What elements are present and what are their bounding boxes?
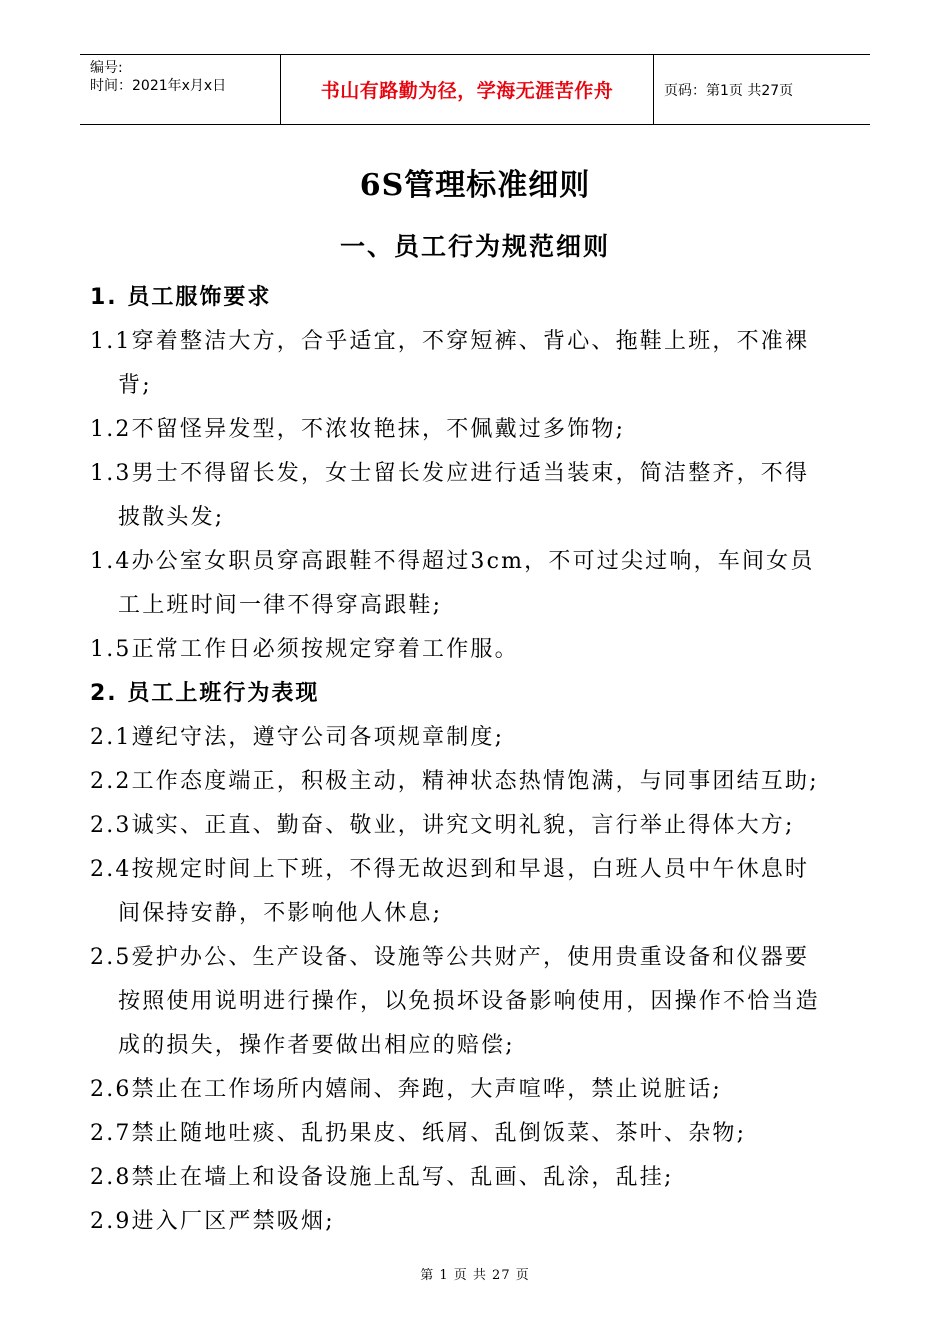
list-item-line: 2.6禁止在工作场所内嬉闹、奔跑，大声喧哗，禁止说脏话; [90,1077,723,1102]
list-item-line: 2.1遵纪守法，遵守公司各项规章制度; [90,725,505,750]
list-item-line: 1.2不留怪异发型，不浓妆艳抹，不佩戴过多饰物; [90,417,626,442]
list-item [90,452,865,540]
list-item-line: 1.3男士不得留长发，女士留长发应进行适当装束，简洁整齐，不得 [90,461,810,486]
list-item-line: 2.8禁止在墙上和设备设施上乱写、乱画、乱涂，乱挂; [90,1165,674,1190]
list-item-line: 间保持安静，不影响他人休息; [118,901,443,926]
list-item-line: 工上班时间一律不得穿高跟鞋; [118,593,443,618]
header-meta-cell [80,55,281,124]
list-item-line: 披散头发; [118,505,225,530]
list-item [90,716,865,760]
list-item-line: 2.3诚实、正直、勤奋、敬业，讲究文明礼貌，言行举止得体大方; [90,813,795,838]
list-item [90,628,865,672]
list-item [90,804,865,848]
page-footer: 第 1 页 共 27 页 [420,1268,530,1283]
list-item [90,320,865,408]
list-item-line: 1.1穿着整洁大方，合乎适宜，不穿短裤、背心、拖鞋上班，不准裸 [90,329,810,354]
page-header [80,54,870,125]
header-page-cell [654,55,870,124]
list-item-line: 2.7禁止随地吐痰、乱扔果皮、纸屑、乱倒饭菜、茶叶、杂物; [90,1121,747,1146]
section-heading: 2. 员工上班行为表现 [90,681,320,706]
list-item [90,936,865,1068]
list-item-line: 2.4按规定时间上下班，不得无故迟到和早退，白班人员中午休息时 [90,857,810,882]
document-number-label: 编号: [90,60,123,76]
list-item-line: 按照使用说明进行操作，以免损坏设备影响使用，因操作不恰当造 [118,989,820,1014]
list-item-line: 背; [118,373,152,398]
page-code: 页码：第1页 共27页 [664,82,794,99]
list-item-line: 成的损失，操作者要做出相应的赔偿; [118,1033,515,1058]
section-heading: 1. 员工服饰要求 [90,285,272,310]
list-item [90,540,865,628]
document-subtitle: 一、员工行为规范细则 [339,232,610,261]
list-item-line: 2.5爱护办公、生产设备、设施等公共财产，使用贵重设备和仪器要 [90,945,810,970]
list-item [90,760,865,804]
list-item-line: 2.9进入厂区严禁吸烟; [90,1209,335,1234]
header-motto-cell [281,55,654,124]
list-item [90,848,865,936]
list-item [90,1112,865,1156]
list-item-line: 1.4办公室女职员穿高跟鞋不得超过3cm，不可过尖过响，车间女员 [90,549,815,574]
list-item [90,408,865,452]
list-item [90,1068,865,1112]
list-item [90,1156,865,1200]
list-item [90,1200,865,1244]
document-time-label: 时间：2021年x月x日 [90,78,227,94]
document-body [90,276,865,1244]
list-item-line: 1.5正常工作日必须按规定穿着工作服。 [90,637,519,662]
document-title: 6S管理标准细则 [359,168,591,203]
header-motto: 书山有路勤为径，学海无涯苦作舟 [320,80,614,102]
list-item-line: 2.2工作态度端正，积极主动，精神状态热情饱满，与同事团结互助; [90,769,819,794]
